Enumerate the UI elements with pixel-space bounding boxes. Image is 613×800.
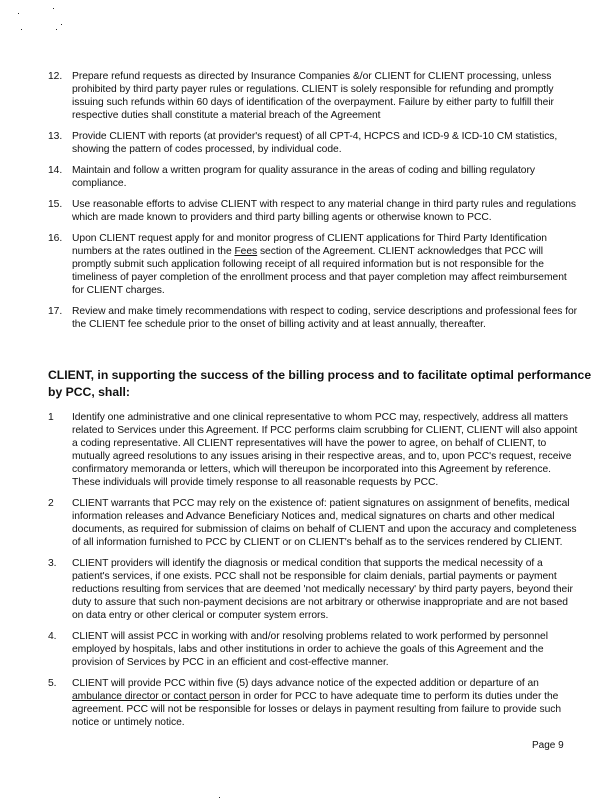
item-text: CLIENT providers will identify the diagnosis or medical condition that supports the medical necessity of a patient's services, if one exists. PCC shall not be responsible for claim denials, partial payments or payment reductions resulting from services that are deemed 'not medically necessary' by third party payers, beyond their duty to assure that such non-payment decisions are not arbitrary or otherwise inappropriate and are not based on data entry or other clerical or computer system errors. [72,558,573,621]
section-heading: CLIENT, in supporting the success of the billing process and to facilitate optimal performance by PCC, shall: [48,368,592,399]
item-text: Provide CLIENT with reports (at provider's request) of all CPT-4, HCPCS and ICD-9 & ICD-10 CM statistics, showing the pattern of codes processed, by individual code. [72,131,558,155]
item-text: Identify one administrative and one clinical representative to whom PCC may, respectively, address all matters related to Services under this Agreement. If PCC performs claim scrubbing for CLIENT, CLIENT will also appoint a coding representative. All CLIENT representatives will have the power to agree, on behalf of CLIENT, to mutually agreed resolutions to any issues arising in their respective areas, and to, upon PCC's request, receive confirmatory memoranda or letters, which will thereupon be incorporated into this Agreement by reference. These individuals will provide timely response to all reasonable requests by PCC. [72,412,578,488]
item-number: 17. [48,306,63,317]
item-number: 13. [48,131,63,142]
item-text: in order for PCC to have adequate time to perform its duties under the agreement. PCC will not be responsible for losses or delays in payment resulting from failure to provide such notice or untimely notice. [72,691,562,728]
list-item-4 [48,630,578,669]
scan-speck [61,24,62,25]
item-number: 14. [48,165,63,176]
ambulance-director-reference: ambulance director or contact person [72,691,241,702]
list-item-16 [48,232,578,297]
scan-speck [219,797,220,798]
item-number: 1 [48,412,54,423]
item-text: Maintain and follow a written program for quality assurance in the areas of coding and billing regulatory compliance. [72,165,535,189]
item-text: Review and make timely recommendations with respect to coding, service descriptions and professional fees for the CLIENT fee schedule prior to the onset of billing activity and at least annually, thereafter. [72,306,578,330]
item-text: Prepare refund requests as directed by Insurance Companies &/or CLIENT for CLIENT processing, unless prohibited by third party payer rules or regulations. CLIENT is solely responsible for refunding and promptly issuing such refunds within 60 days of identification of the overpayment. Failure by either party to fulfill their respective duties shall constitute a material breach of the Agreement [72,71,554,121]
item-text: section of the Agreement. CLIENT acknowledges that PCC will promptly submit such application following receipt of all required information but is not responsible for the timeliness of payer completion of the enrollment process and that payer completion may affect reimbursement for CLIENT charges. [72,246,567,296]
item-number: 3. [48,558,57,569]
scan-speck [21,29,22,30]
item-text: Use reasonable efforts to advise CLIENT with respect to any material change in third party rules and regulations which are made known to providers and third party billing agents or otherwise known to PCC. [72,199,576,223]
item-number: 2 [48,498,54,509]
item-number: 16. [48,233,63,244]
list-item-2 [48,497,578,549]
item-text: CLIENT warrants that PCC may rely on the existence of: patient signatures on assignment of benefits, medical information releases and Advance Beneficiary Notices and, medical signatures on charts and other medical documents, as required for submission of claims on behalf of CLIENT and upon the accuracy and completeness of all information furnished to PCC by CLIENT or on CLIENT's behalf as to the services rendered by CLIENT. [72,498,577,548]
list-item-14 [48,164,578,190]
client-duties-list [48,411,578,737]
item-number: 4. [48,631,57,642]
list-item-13 [48,130,578,156]
item-text: Upon CLIENT request apply for and monitor progress of CLIENT applications for Third Party Identification numbers at the rates outlined in the [72,233,547,257]
list-item-3 [48,557,578,622]
item-number: 15. [48,199,63,210]
pcc-duties-list [48,70,578,339]
scan-speck [56,29,57,30]
list-item-5 [48,677,578,729]
fees-section-reference: Fees [234,246,258,257]
item-text: CLIENT will provide PCC within five (5) days advance notice of the expected addition or departure of an [72,678,539,689]
scan-speck [53,8,54,9]
scan-speck [18,13,19,14]
list-item-17 [48,305,578,331]
list-item-12 [48,70,578,122]
page-number: Page 9 [532,740,564,751]
list-item-15 [48,198,578,224]
item-number: 12. [48,71,63,82]
item-number: 5. [48,678,57,689]
list-item-1 [48,411,578,489]
item-text: CLIENT will assist PCC in working with and/or resolving problems related to work performed by personnel employed by hospitals, labs and other institutions in order to achieve the goals of this Agreement and the provision of Services by PCC in an efficient and cost-effective manner. [72,631,548,668]
